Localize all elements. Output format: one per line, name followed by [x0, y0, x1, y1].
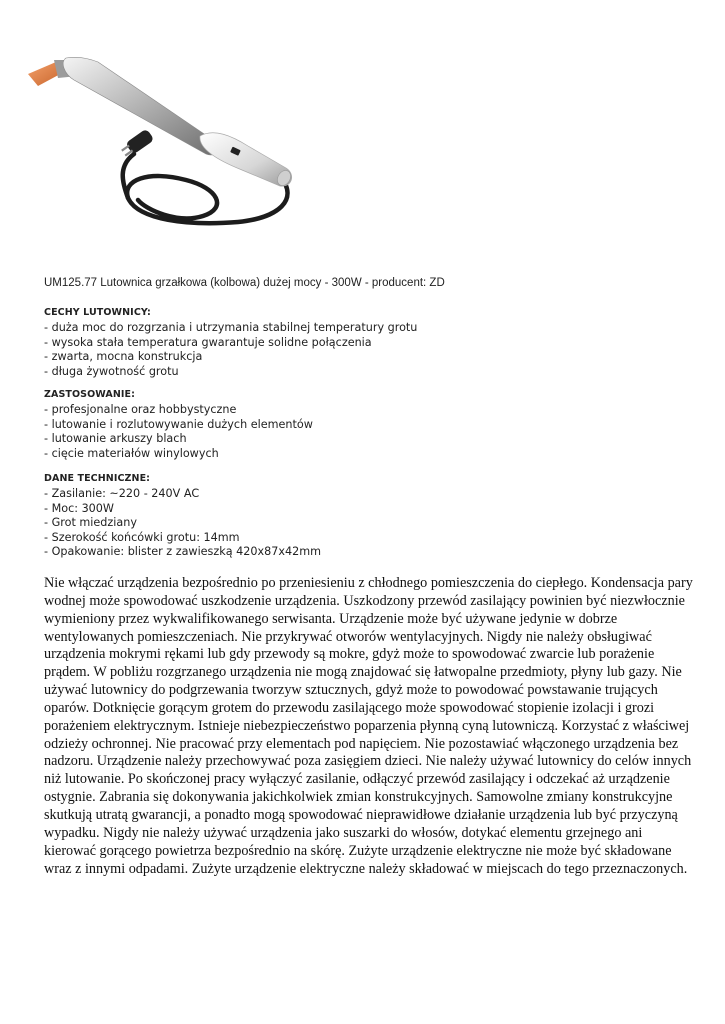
list-item: - lutowanie i rozlutowywanie dużych elementów: [44, 417, 313, 431]
list-item: - Grot miedziany: [44, 516, 137, 530]
applications-section: [44, 389, 313, 461]
applications-list: [44, 403, 313, 461]
features-heading: CECHY LUTOWNICY:: [44, 307, 151, 318]
list-item: - duża moc do rozgrzania i utrzymania stabilnej temperatury grotu: [44, 321, 418, 334]
technical-data-list: [44, 487, 321, 560]
list-item: - zwarta, mocna konstrukcja: [44, 350, 203, 364]
list-item: - Moc: 300W: [44, 501, 114, 515]
list-item: - lutowanie arkuszy blach: [44, 432, 187, 446]
technical-data-section: [44, 473, 321, 560]
list-item: - Zasilanie: ~220 - 240V AC: [44, 487, 200, 500]
list-item: - wysoka stała temperatura gwarantuje solidne połączenia: [44, 335, 372, 349]
list-item: - Opakowanie: blister z zawieszką 420x87x42mm: [44, 545, 322, 559]
product-title: UM125.77 Lutownica grzałkowa (kolbowa) dużej mocy - 300W - producent: ZD: [44, 277, 445, 289]
list-item: - cięcie materiałów winylowych: [44, 446, 219, 460]
features-list: [44, 321, 417, 379]
applications-heading: ZASTOSOWANIE:: [44, 389, 136, 400]
list-item: - Szerokość końcówki grotu: 14mm: [44, 530, 240, 544]
safety-instructions: Nie włączać urządzenia bezpośrednio po przeniesieniu z chłodnego pomieszczenia do ciepłego. Kondensacja pary wodnej może spowodować uszkodzenie urządzenia. Uszkodzony przewód zasilający powinien być niezwłocznie wymieniony przez wykwalifikowanego serwisanta. Urządzenie może być używane jedynie w dobrze wentylowanych pomieszczeniach. Nie przykrywać otworów wentylacyjnych. Nigdy nie należy obsługiwać urządzenia mokrymi rękami lub gdy przewody są mokre, gdyż może to spowodować zwarcie lub porażenie prądem. W pobliżu rozgrzanego urządzenia nie mogą znajdować się łatwopalne przedmioty, płyny lub gazy. Nie używać lutownicy do podgrzewania tworzyw sztucznych, gdyż może to powodować powstawanie trujących oparów. Dotknięcie gorącym grotem do przewodu zasilającego może spowodować stopienie izolacji i grozi porażeniem elektrycznym. Istnieje niebezpieczeństwo poparzenia płynną cyną lutowniczą. Korzystać z właściwej odzieży ochronnej. Nie pracować przy elementach pod napięciem. Nie pozostawiać włączonego urządzenia bez nadzoru. Urządzenie należy przechowywać poza zasięgiem dzieci. Nie należy używać lutownicy do celów innych niż lutowanie. Po skończonej pracy wyłączyć zasilanie, odłączyć przewód zasilający i odczekać aż urządzenie ostygnie. Zabrania się dokonywania jakichkolwiek zmian konstrukcyjnych. Samowolne zmiany konstrukcyjne skutkują utratą gwarancji, a ponadto mogą spowodować nieprawidłowe działanie urządzenia lub być przyczyną wypadku. Nigdy nie należy używać urządzenia jako suszarki do włosów, dotykać elementu grzejnego ani kierować gorącego powietrza bezpośrednio na skórę. Zużyte urządzenie elektryczne nie może być składowane wraz z innymi odpadami. Zużyte urządzenie elektryczne należy składować w miejscach do tego przeznaczonych.: [44, 575, 693, 877]
features-section: [44, 307, 417, 379]
soldering-iron-image: [18, 50, 308, 260]
technical-data-heading: DANE TECHNICZNE:: [44, 473, 151, 484]
list-item: - długa żywotność grotu: [44, 364, 179, 378]
list-item: - profesjonalne oraz hobbystyczne: [44, 403, 237, 416]
